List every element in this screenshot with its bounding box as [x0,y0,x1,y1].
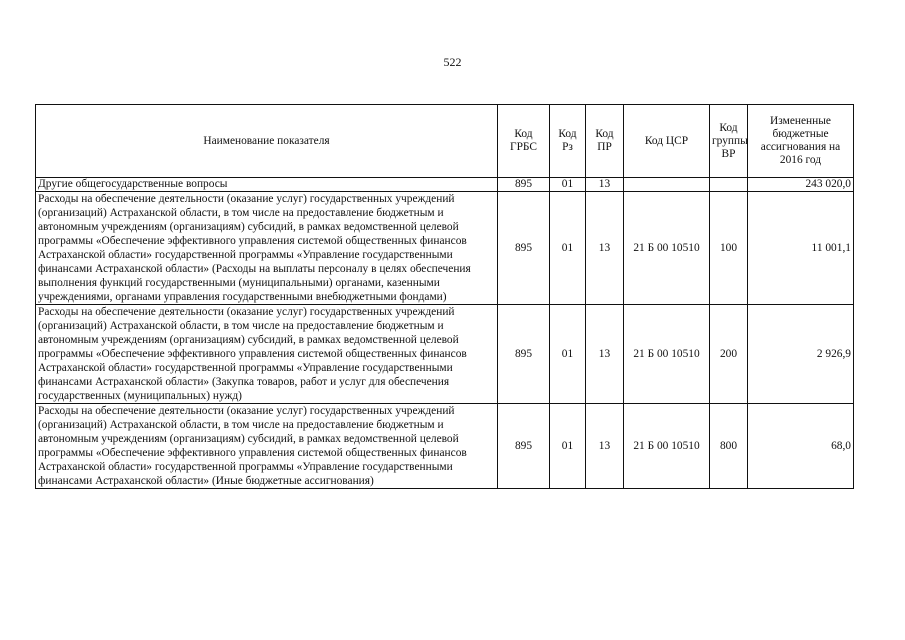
row-amount: 243 020,0 [748,178,854,192]
header-grbs: Код ГРБС [498,105,550,178]
row-grbs: 895 [498,305,550,404]
row-grbs: 895 [498,178,550,192]
row-pr: 13 [586,192,624,305]
table-row [36,404,854,489]
header-rz: Код Рз [550,105,586,178]
table-row [36,192,854,305]
budget-table [35,104,854,489]
row-csr: 21 Б 00 10510 [624,305,710,404]
row-csr: 21 Б 00 10510 [624,404,710,489]
header-name: Наименование показателя [36,105,498,178]
row-name: Расходы на обеспечение деятельности (оказание услуг) государственных учреждений (организаций) Астраханской области, в том числе на предоставление бюджетным и автономным учреждениям (организациям) субсидий, в рамках ведомственной целевой программы «Обеспечение эффективного управления системой общественных финансов Астраханской области» государственной программы «Управление государственными финансами Астраханской области» (Расходы на выплаты персоналу в целях обеспечения выполнения функций государственными (муниципальными) органами, казенными учреждениями, органами управления государственными внебюджетными фондами) [36,192,498,305]
header-pr: Код ПР [586,105,624,178]
row-grbs: 895 [498,192,550,305]
row-rz: 01 [550,404,586,489]
row-name: Другие общегосударственные вопросы [36,178,498,192]
row-vr [710,178,748,192]
row-vr: 100 [710,192,748,305]
row-amount: 2 926,9 [748,305,854,404]
row-pr: 13 [586,178,624,192]
row-rz: 01 [550,192,586,305]
table-row [36,305,854,404]
row-pr: 13 [586,404,624,489]
header-vr: Код группы ВР [710,105,748,178]
page-number: 522 [443,55,462,69]
row-name: Расходы на обеспечение деятельности (оказание услуг) государственных учреждений (организаций) Астраханской области, в том числе на предоставление бюджетным и автономным учреждениям (организациям) субсидий, в рамках ведомственной целевой программы «Обеспечение эффективного управления системой общественных финансов Астраханской области» государственной программы «Управление государственными финансами Астраханской области» (Закупка товаров, работ и услуг для обеспечения государственных (муниципальных) нужд) [36,305,498,404]
row-vr: 200 [710,305,748,404]
row-amount: 68,0 [748,404,854,489]
row-rz: 01 [550,178,586,192]
row-amount: 11 001,1 [748,192,854,305]
row-rz: 01 [550,305,586,404]
header-amount: Измененные бюджетные ассигнования на 2016 год [748,105,854,178]
row-pr: 13 [586,305,624,404]
row-name: Расходы на обеспечение деятельности (оказание услуг) государственных учреждений (организаций) Астраханской области, в том числе на предоставление бюджетным и автономным учреждениям (организациям) субсидий, в рамках ведомственной целевой программы «Обеспечение эффективного управления системой общественных финансов Астраханской области» государственной программы «Управление государственными финансами Астраханской области» (Иные бюджетные ассигнования) [36,404,498,489]
table-row [36,178,854,192]
row-csr [624,178,710,192]
row-grbs: 895 [498,404,550,489]
header-row [36,105,854,178]
row-vr: 800 [710,404,748,489]
header-csr: Код ЦСР [624,105,710,178]
row-csr: 21 Б 00 10510 [624,192,710,305]
